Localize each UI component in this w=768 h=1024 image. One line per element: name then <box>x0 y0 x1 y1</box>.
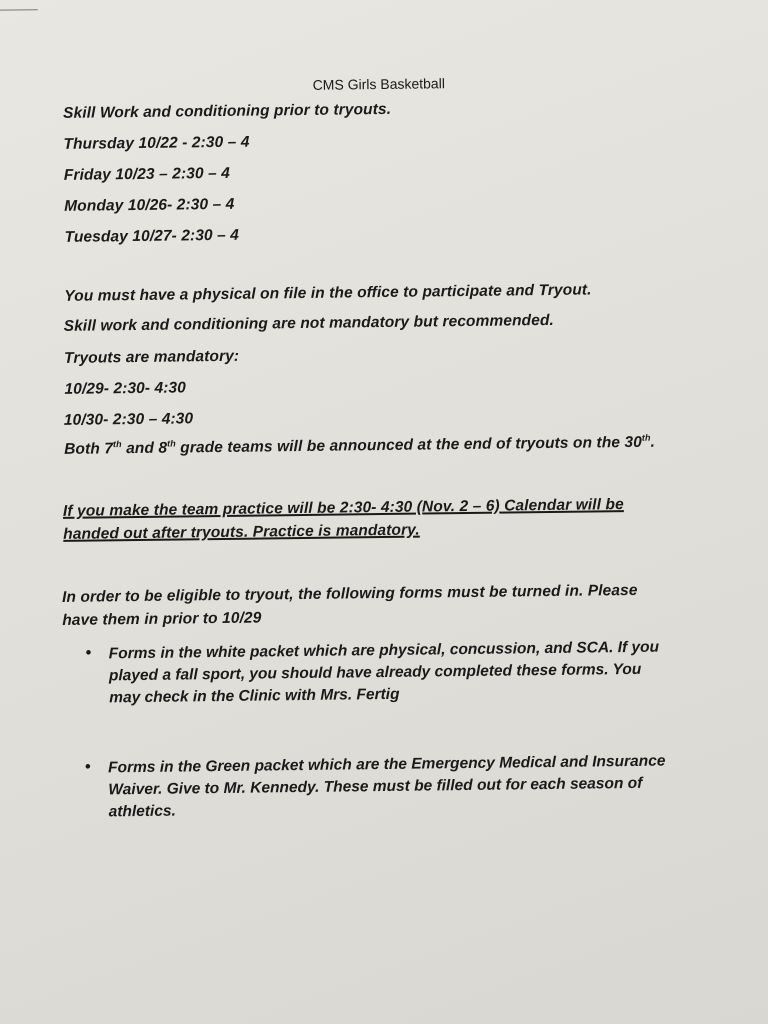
form-line: Forms in the white packet which are physical, concussion, and SCA. If you <box>108 638 660 663</box>
tryout-date-1: 10/29- 2:30- 4:30 <box>64 379 187 398</box>
skill-date-2: Friday 10/23 – 2:30 – 4 <box>63 164 230 184</box>
skill-date-4: Tuesday 10/27- 2:30 – 4 <box>64 226 240 246</box>
eligibility-line-2: have them in prior to 10/29 <box>62 609 262 629</box>
practice-line-1: If you make the team practice will be 2:30- 4:30 (Nov. 2 – 6) Calendar will be <box>62 496 624 520</box>
practice-line-2: handed out after tryouts. Practice is mandatory. <box>63 521 420 543</box>
not-mandatory-note: Skill work and conditioning are not mandatory but recommended. <box>63 311 554 335</box>
tryout-date-2: 10/30- 2:30 – 4:30 <box>63 410 194 429</box>
form-line: athletics. <box>108 802 176 821</box>
form-line: played a fall sport, you should have already completed these forms. You <box>108 660 642 685</box>
bullet-icon: • <box>85 644 92 662</box>
form-line: may check in the Clinic with Mrs. Fertig <box>109 685 400 707</box>
corner-mark <box>0 9 38 11</box>
skill-work-heading: Skill Work and conditioning prior to tryouts. <box>63 100 392 122</box>
tryouts-heading: Tryouts are mandatory: <box>63 347 240 367</box>
bullet-icon: • <box>84 758 91 776</box>
eligibility-line-1: In order to be eligible to tryout, the following forms must be turned in. Please <box>61 581 638 606</box>
form-line: Forms in the Green packet which are the Emergency Medical and Insurance <box>108 752 666 777</box>
teams-announcement: Both 7th and 8th grade teams will be announced at the end of tryouts on the 30th. <box>64 432 656 458</box>
skill-date-3: Monday 10/26- 2:30 – 4 <box>64 195 235 215</box>
form-item-white-packet <box>109 637 660 710</box>
form-item-green-packet <box>108 751 666 824</box>
skill-date-1: Thursday 10/22 - 2:30 – 4 <box>63 133 250 153</box>
form-line: Waiver. Give to Mr. Kennedy. These must be filled out for each season of <box>108 774 643 799</box>
document-title: CMS Girls Basketball <box>312 75 445 93</box>
physical-requirement: You must have a physical on file in the office to participate and Tryout. <box>64 281 592 305</box>
